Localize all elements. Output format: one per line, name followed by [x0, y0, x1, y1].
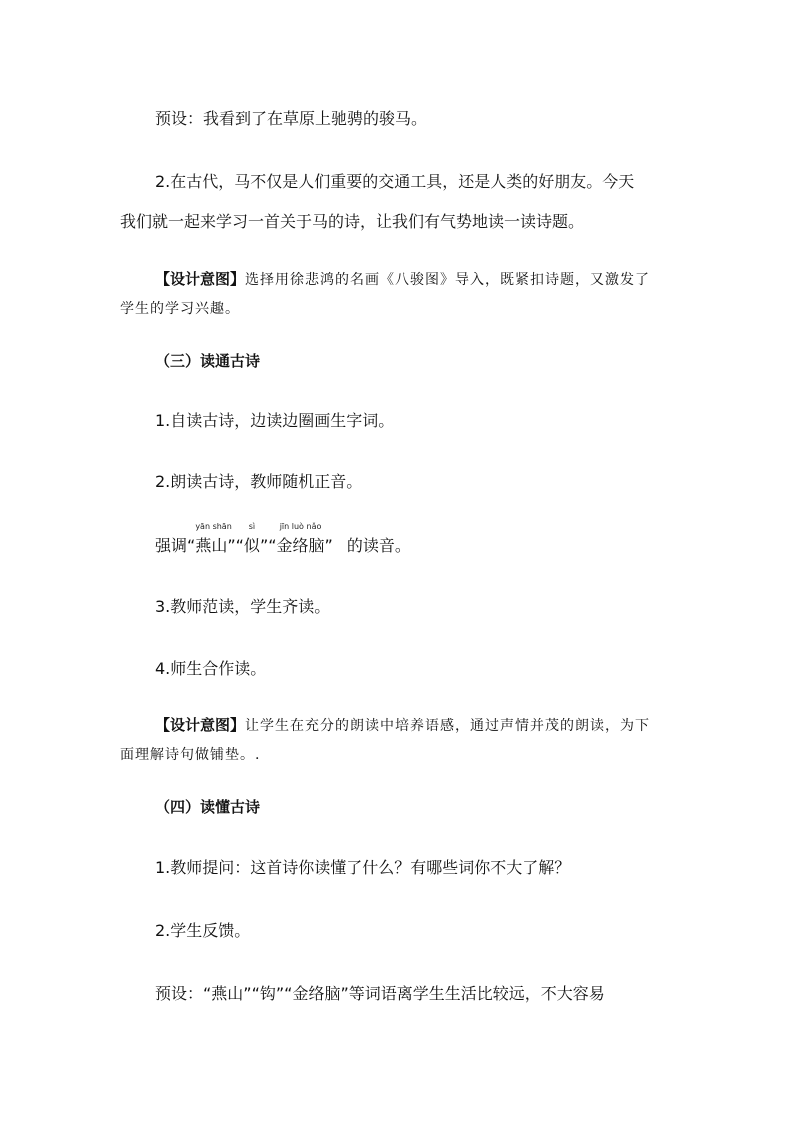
design-intent-1-line-2: 学生的学习兴趣。	[120, 301, 240, 317]
section-3-item-1: 1.自读古诗，边读边圈画生字词。	[155, 411, 395, 430]
design-intent-label: 【设计意图】	[155, 716, 246, 734]
design-intent-label: 【设计意图】	[155, 270, 246, 288]
word: 燕山	[195, 536, 228, 555]
design-intent-2-line-2: 面理解诗句做铺垫。.	[120, 747, 261, 763]
design-intent-2-line-1	[155, 714, 650, 737]
emphasis-prefix: 强调	[155, 536, 188, 555]
open-quote: “	[268, 536, 277, 555]
section-4-item-2: 2.学生反馈。	[155, 921, 251, 940]
emphasis-word-1	[195, 522, 232, 557]
section-4-title: （四）读懂古诗	[155, 798, 261, 816]
close-quote: ”	[324, 536, 333, 555]
close-quote: ”	[227, 536, 236, 555]
item-2-line-1: 2.在古代，马不仅是人们重要的交通工具，还是人类的好朋友。今天	[155, 172, 635, 191]
word: 金络脑	[276, 536, 325, 555]
section-3-title: （三）读通古诗	[155, 352, 261, 370]
section-3-item-2: 2.朗读古诗，教师随机正音。	[155, 472, 363, 491]
design-intent-1-line-1	[155, 268, 650, 291]
design-intent-text: 选择用徐悲鸿的名画《八骏图》导入，既紧扣诗题，又激发了	[245, 272, 651, 288]
pinyin: yān shān	[195, 522, 232, 531]
preset-line-1: 预设：我看到了在草原上驰骋的骏马。	[155, 109, 428, 128]
section-4-item-1: 1.教师提问：这首诗你读懂了什么？有哪些词你不大了解？	[155, 858, 571, 877]
design-intent-text: 让学生在充分的朗读中培养语感，通过声情并茂的朗读，为下	[245, 718, 651, 734]
emphasis-line	[155, 522, 411, 557]
emphasis-word-3	[276, 522, 325, 557]
item-2-line-2: 我们就一起来学习一首关于马的诗，让我们有气势地读一读诗题。	[120, 212, 585, 231]
pinyin: sì	[248, 522, 256, 531]
open-quote: “	[235, 536, 244, 555]
emphasis-suffix: 的读音。	[346, 536, 411, 555]
emphasis-word-2	[243, 522, 260, 557]
close-quote: ”	[259, 536, 269, 555]
preset-line-2: 预设：“燕山”“钩”“金络脑”等词语离学生生活比较远，不大容易	[155, 984, 605, 1003]
section-3-item-3: 3.教师范读，学生齐读。	[155, 597, 331, 616]
word: 似	[243, 536, 260, 555]
open-quote: “	[187, 536, 196, 555]
pinyin: jīn luò nǎo	[279, 522, 322, 531]
section-3-item-4: 4.师生合作读。	[155, 659, 267, 678]
